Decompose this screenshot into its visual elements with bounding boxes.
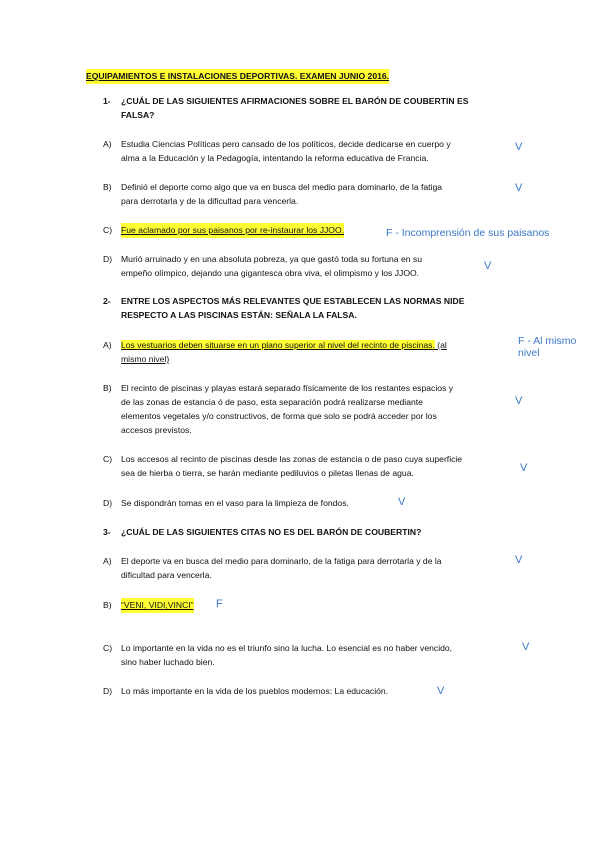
q1-d-letter: D) (103, 254, 113, 264)
q1-a-mark: V (515, 141, 523, 153)
q2-c-mark: V (520, 462, 528, 474)
q1-d-line2: empeño olímpico, dejando una gigantesca obra viva, el olimpismo y los JJOO. (121, 268, 420, 278)
q3-a-letter: A) (103, 556, 112, 566)
q1-a-letter: A) (103, 139, 112, 149)
q2-a-line2: mismo nivel) (121, 354, 170, 364)
q3-c-line1: Lo importante en la vida no es el triunfo sino la lucha. Lo esencial es no haber vencido, (121, 643, 453, 653)
q2-a-line1-rest: (al (434, 340, 447, 350)
q2-b-line4: accesos previstos. (121, 425, 192, 435)
q2-d-mark: V (398, 496, 406, 508)
q2-c-line1: Los accesos al recinto de piscinas desde las zonas de estancia o de paso cuya superficie (121, 454, 463, 464)
q3-b-letter: B) (103, 600, 112, 610)
q2-b-line3: elementos vegetales y/o constructivos, de forma que solo se podrá acceder por los (121, 411, 437, 421)
q2-number: 2- (103, 296, 111, 306)
q2-c-line2: sea de hierba o tierra, se harán mediante pediluvios o piletas llenas de agua. (121, 468, 414, 478)
q3-b-line1: “VENI, VIDI,VINCI” (121, 598, 194, 613)
q3-c-mark: V (522, 641, 530, 653)
q3-d-line1: Lo más importante en la vida de los pueblos modernos: La educación. (121, 686, 389, 696)
q3-a-line1: El deporte va en busca del medio para dominarlo, de la fatiga para derrotarla y de la (121, 556, 442, 566)
q1-text-line2: FALSA? (121, 110, 155, 120)
q3-c-line2: sino haber luchado bien. (121, 657, 215, 667)
q2-d-letter: D) (103, 498, 113, 508)
q3-d-mark: V (437, 685, 445, 697)
q1-b-mark: V (515, 182, 523, 194)
q3-text-line1: ¿CUÁL DE LAS SIGUIENTES CITAS NO ES DEL BARÓN DE COUBERTIN? (121, 527, 422, 537)
q1-c-note: F - Incomprensión de sus paisanos (386, 227, 550, 239)
q2-c-letter: C) (103, 454, 113, 464)
q2-a-letter: A) (103, 340, 112, 350)
q2-a-highlight: Los vestuarios deben situarse en un plano superior al nivel del recinto de piscinas. (121, 340, 435, 350)
q2-b-letter: B) (103, 383, 112, 393)
q2-b-line1: El recinto de piscinas y playas estará separado físicamente de los restantes espacios y (121, 383, 453, 393)
q2-text-line1: ENTRE LOS ASPECTOS MÁS RELEVANTES QUE ESTABLECEN LAS NORMAS NIDE (121, 296, 465, 306)
q2-a-note-line1: F - Al mismo (518, 335, 577, 347)
q1-number: 1- (103, 96, 111, 106)
q3-c-letter: C) (103, 643, 113, 653)
q2-a-note-line2: nivel (518, 347, 540, 359)
q2-b-line2: de las zonas de estancia ó de paso, esta separación podrá realizarse mediante (121, 397, 423, 407)
q2-b-mark: V (515, 395, 523, 407)
q3-a-line2: dificultad para vencerla. (121, 570, 212, 580)
q1-b-line2: para derrotarla y de la dificultad para vencerla. (121, 196, 299, 206)
q1-text-line1: ¿CUÁL DE LAS SIGUIENTES AFIRMACIONES SOBRE EL BARÓN DE COUBERTIN ES (121, 96, 469, 106)
q3-d-letter: D) (103, 686, 113, 696)
q1-b-line1: Definió el deporte como algo que va en busca del medio para dominarlo, de la fatiga (121, 182, 443, 192)
q3-a-mark: V (515, 554, 523, 566)
q1-b-letter: B) (103, 182, 112, 192)
q1-c-letter: C) (103, 225, 113, 235)
q2-text-line2: RESPECTO A LAS PISCINAS ESTÁN: SEÑALA LA FALSA. (121, 310, 357, 320)
q2-d-line1: Se dispondrán tomas en el vaso para la limpieza de fondos. (121, 498, 349, 508)
q1-a-line1: Estudia Ciencias Políticas pero cansado de los políticos, decide dedicarse en cuerpo y (121, 139, 451, 149)
q3-b-mark: F (216, 598, 223, 610)
page-title: EQUIPAMIENTOS E INSTALACIONES DEPORTIVAS. EXAMEN JUNIO 2016. (86, 69, 389, 84)
q1-d-mark: V (484, 260, 492, 272)
q2-a-line1 (121, 338, 447, 353)
q3-number: 3- (103, 527, 111, 537)
q1-a-line2: alma a la Educación y la Pedagogía, intentando la reforma educativa de Francia. (121, 153, 429, 163)
q1-d-line1: Murió arruinado y en una absoluta pobreza, ya que gastó toda su fortuna en su (121, 254, 422, 264)
q1-c-line1: Fue aclamado por sus paisanos por re-instaurar los JJOO. (121, 223, 344, 238)
